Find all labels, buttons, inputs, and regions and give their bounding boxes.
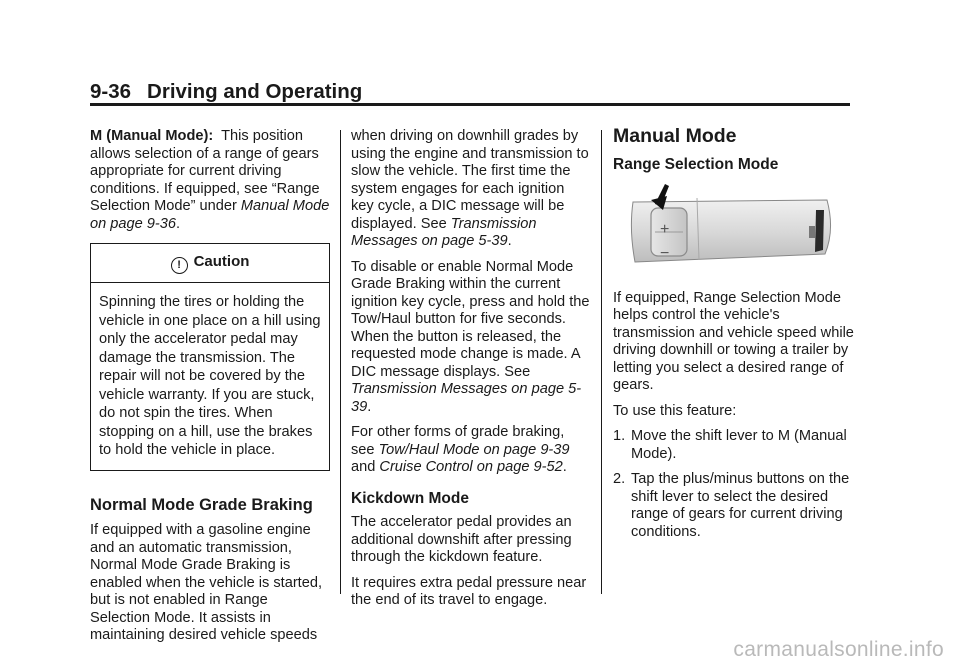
caution-title: Caution — [193, 253, 250, 270]
manual-mode-heading: Manual Mode — [613, 125, 737, 147]
range-selection-paragraph: If equipped, Range Selection Mode helps control the vehicle's transmission and vehicle speed while driving downhill or towing a trailer by letting you select a desired range of gears. — [613, 289, 854, 393]
step-text: Tap the plus/minus buttons on the shift lever to select the desired range of gears for current driving conditions. — [631, 471, 850, 540]
kickdown-paragraph-1: The accelerator pedal provides an additional downshift after pressing through the kickdown feature. — [351, 514, 572, 565]
caution-header — [91, 244, 329, 283]
list-item — [613, 428, 858, 463]
column-divider-2 — [601, 130, 602, 594]
and-text: and — [351, 459, 380, 475]
column-divider-1 — [340, 130, 341, 594]
page-number: 9-36 — [90, 80, 132, 103]
manual-mode-paragraph — [90, 128, 330, 233]
warning-icon: ! — [171, 257, 188, 274]
step-number: 1. — [613, 428, 626, 444]
period: . — [507, 233, 512, 249]
section-title: Driving and Operating — [147, 80, 363, 103]
kickdown-paragraph-2: It requires extra pedal pressure near the end of its travel to engage. — [351, 574, 587, 608]
shift-lever-icon — [625, 180, 835, 272]
watermark: carmanualsonline.info — [733, 638, 944, 661]
transmission-messages-link-2[interactable]: Transmission Messages on page 5-39 — [351, 381, 582, 415]
normal-mode-heading: Normal Mode Grade Braking — [90, 495, 313, 514]
caution-box — [90, 243, 330, 471]
manual-mode-ref-link[interactable]: Manual Mode on page 9-36 — [90, 198, 330, 232]
steps-list — [613, 428, 858, 541]
normal-mode-paragraph: If equipped with a gasoline engine and an automatic transmission, Normal Mode Grade Braking is enabled when the vehicle is started, but is not enabled in Range Selection Mode. It assists in maintaining desired vehicle speeds — [90, 522, 323, 643]
period: . — [367, 398, 372, 415]
step-text: Move the shift lever to M (Manual Mode). — [631, 428, 847, 462]
caution-body: Spinning the tires or holding the vehicle in one place on a hill using only the accelerator pedal may damage the transmission. The repair will not be covered by the vehicle warranty. If you are stuck, do not spin the tires. When stopping on a hill, use the brakes to hold the vehicle in place. — [99, 294, 321, 458]
manual-mode-label: M (Manual Mode): — [90, 128, 214, 144]
range-selection-heading: Range Selection Mode — [613, 155, 779, 173]
page-header — [90, 80, 362, 104]
list-item — [613, 471, 858, 541]
period: . — [176, 215, 181, 232]
other-braking-paragraph — [351, 424, 591, 477]
to-use-paragraph: To use this feature: — [613, 402, 737, 419]
disable-text: To disable or enable Normal Mode Grade Braking within the current ignition key cycle, press and hold the Tow/Haul button for five seconds. When the button is released, the requested mode change is made. A DIC message displays. See — [351, 258, 590, 380]
transmission-messages-link[interactable]: Transmission Messages on page 5-39 — [351, 215, 537, 249]
step-number: 2. — [613, 471, 626, 487]
grade-braking-text: when driving on downhill grades by using the engine and transmission to slow the vehicle. The first time the system engages for each ignition key cycle, a DIC message will be displayed. See — [351, 128, 589, 232]
minus-button[interactable]: − — [660, 245, 670, 262]
plus-button[interactable]: + — [660, 221, 670, 238]
other-braking-text: For other forms of grade braking, see — [351, 424, 565, 458]
column-3 — [613, 125, 858, 549]
column-2 — [351, 128, 591, 618]
cruise-control-link[interactable]: Cruise Control on page 9-52 — [379, 459, 563, 475]
kickdown-heading: Kickdown Mode — [351, 489, 469, 507]
column-1 — [90, 128, 330, 653]
tow-haul-link[interactable]: Tow/Haul Mode on page 9-39 — [378, 441, 570, 458]
disable-paragraph — [351, 259, 591, 417]
grade-braking-paragraph — [351, 128, 591, 251]
manual-mode-text: This position allows selection of a range of gears appropriate for current driving conditions. If equipped, see “Range Selection Mode” under — [90, 128, 320, 214]
period: . — [562, 459, 567, 475]
header-rule — [90, 103, 850, 106]
